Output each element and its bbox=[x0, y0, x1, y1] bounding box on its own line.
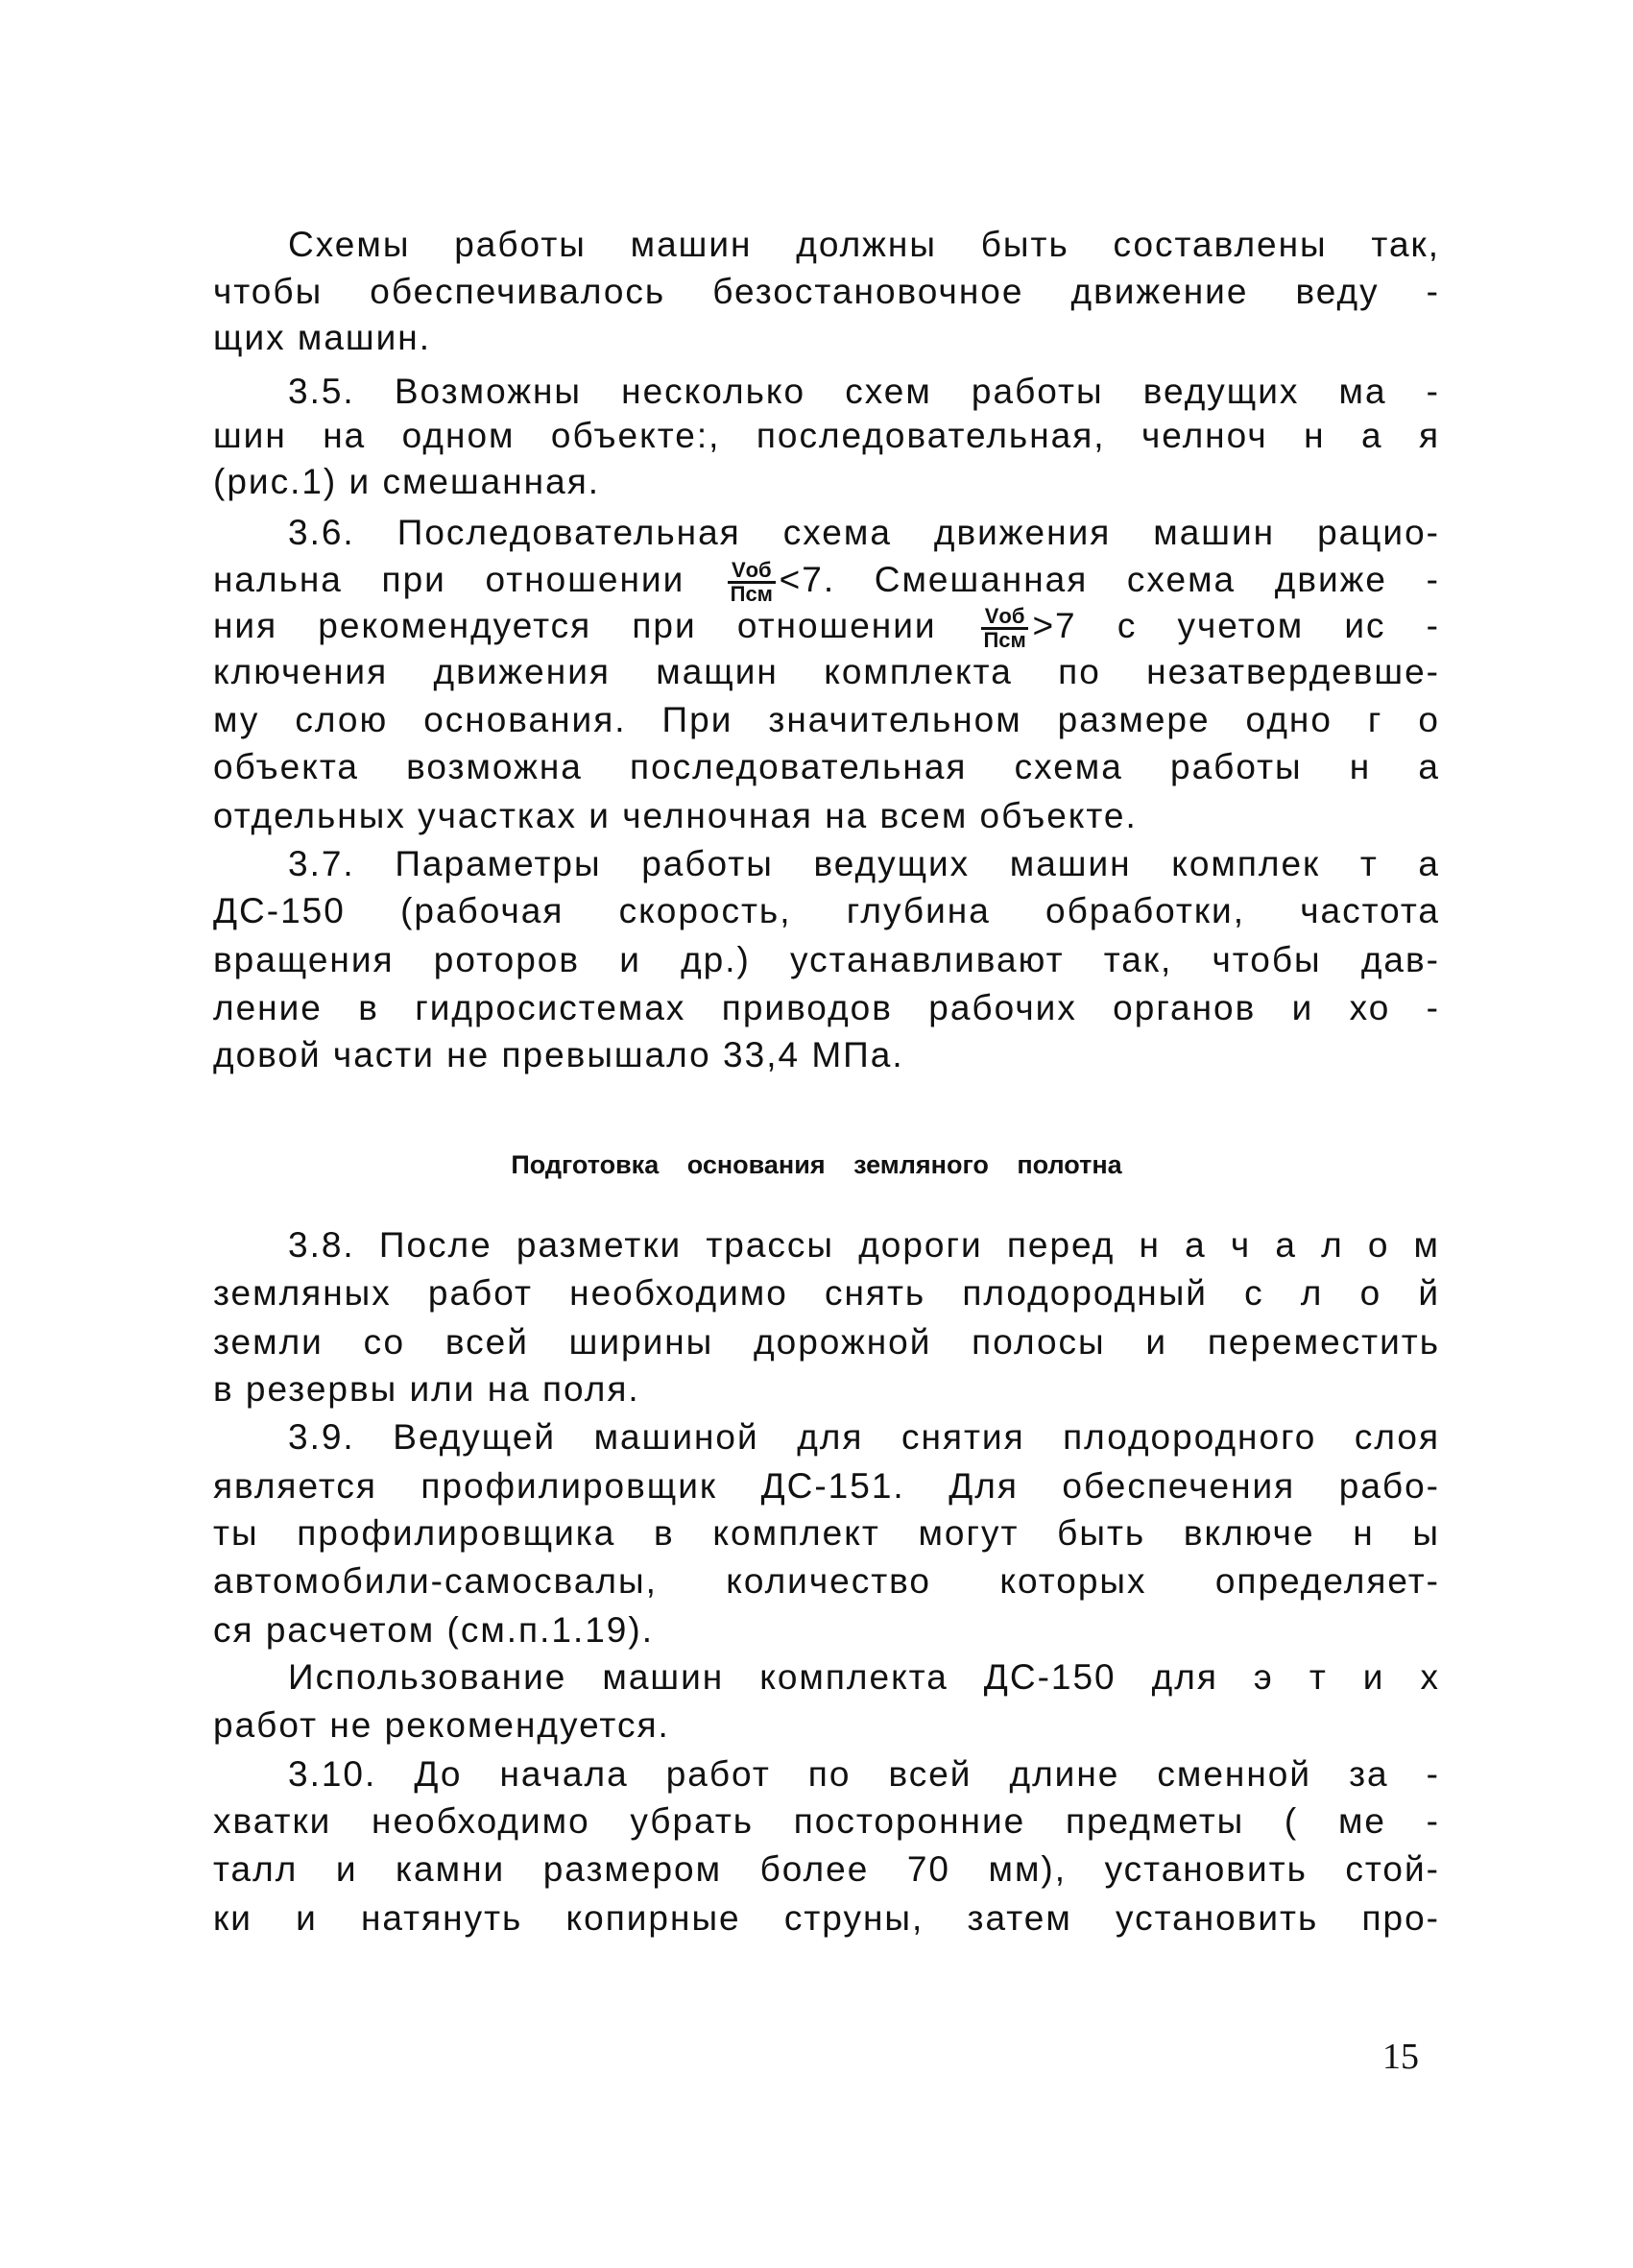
text-line: земляных работ необходимо снять плодородный с л о й bbox=[213, 1272, 1440, 1313]
text-line: 3.7. Параметры работы ведущих машин комплек т а bbox=[288, 843, 1440, 883]
text-line: ление в гидросистемах приводов рабочих органов и хо - bbox=[213, 987, 1440, 1027]
section-heading: Подготовка основания земляного полотна bbox=[511, 1150, 1122, 1179]
fraction-numerator: Vоб bbox=[728, 560, 776, 584]
text-line: Схемы работы машин должны быть составлены так, bbox=[288, 224, 1440, 264]
text-line: вращения роторов и др.) устанавливают так, чтобы дав- bbox=[213, 940, 1440, 979]
text-line: ключения движения мащин комплекта по незатвердевше- bbox=[213, 652, 1440, 691]
text-line: Использование машин комплекта ДС-150 для э т и х bbox=[288, 1657, 1440, 1697]
text-line: 3.6. Последовательная схема движения машин рацио- bbox=[288, 512, 1440, 552]
text-line: объекта возможна последовательная схема работы н а bbox=[213, 747, 1440, 786]
text-line: хватки необходимо убрать посторонние предметы ( ме - bbox=[213, 1801, 1440, 1841]
text-line: автомобили-самосвалы, количество которых определяет- bbox=[213, 1560, 1440, 1601]
text-line: отдельных участках и челночная на всем объекте. bbox=[213, 796, 1138, 835]
text-line: 3.10. До начала работ по всей длине сменной за - bbox=[288, 1753, 1440, 1794]
fraction-denominator: Псм bbox=[983, 627, 1026, 652]
text-line: 3.5. Возможны несколько схем работы ведущих ма - bbox=[288, 371, 1440, 411]
text-line: 3.9. Ведущей машиной для снятия плодородного слоя bbox=[288, 1416, 1440, 1457]
text-line bbox=[213, 557, 1440, 606]
text-line bbox=[213, 603, 1440, 652]
text-line: ся расчетом (см.п.1.19). bbox=[213, 1609, 654, 1650]
text-line: работ не рекомендуется. bbox=[213, 1704, 670, 1745]
fraction bbox=[728, 557, 776, 606]
fraction bbox=[981, 603, 1029, 652]
text-line: чтобы обеспечивалось безостановочное движение веду - bbox=[213, 272, 1440, 311]
text-line: ДС-150 (рабочая скорость, глубина обработки, частота bbox=[213, 891, 1440, 930]
text-line: ты профилировщика в комплект могут быть включе н ы bbox=[213, 1513, 1440, 1553]
text-line: в резервы или на поля. bbox=[213, 1369, 640, 1409]
text-line: является профилировщик ДС-151. Для обеспечения рабо- bbox=[213, 1465, 1440, 1506]
text-line: ки и натянуть копирные струны, затем установить про- bbox=[213, 1897, 1440, 1938]
text-line: талл и камни размером более 70 мм), установить стой- bbox=[213, 1848, 1440, 1889]
text-line: му слою основания. При значительном размере одно г о bbox=[213, 699, 1440, 739]
fraction-denominator: Псм bbox=[730, 581, 773, 606]
text-line: щих машин. bbox=[213, 318, 431, 357]
text-line: 3.8. После разметки трассы дороги перед н а ч а л о м bbox=[288, 1225, 1440, 1265]
text-segment: нальна при отношении bbox=[213, 560, 724, 599]
page-number: 15 bbox=[1382, 2037, 1419, 2077]
text-line: (рис.1) и смешанная. bbox=[213, 462, 601, 501]
text-segment: <7. Смешанная схема движе - bbox=[779, 560, 1440, 599]
text-segment: >7 с учетом ис - bbox=[1032, 606, 1440, 645]
text-segment: ния рекомендуется при отношении bbox=[213, 606, 977, 645]
text-line: земли со всей ширины дорожной полосы и переместить bbox=[213, 1321, 1440, 1362]
text-line: шин на одном объекте:, последовательная, челноч н а я bbox=[213, 416, 1440, 455]
fraction-numerator: Vоб bbox=[981, 606, 1029, 630]
text-line: довой части не превышало 33,4 МПа. bbox=[213, 1035, 904, 1074]
